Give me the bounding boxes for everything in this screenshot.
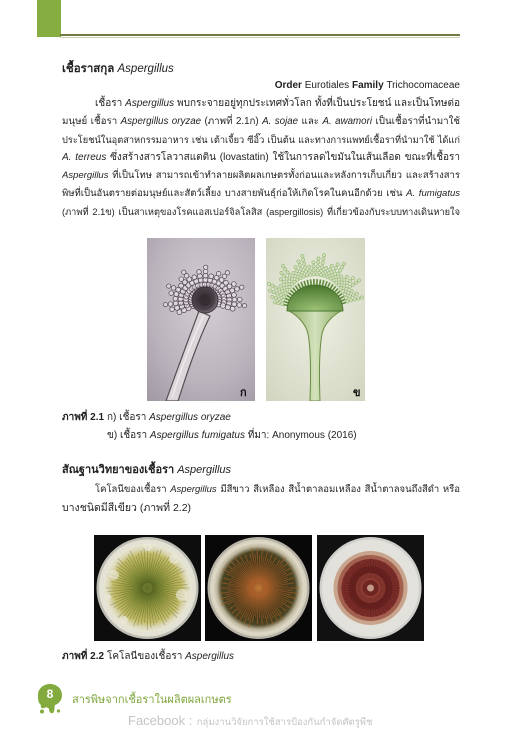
watermark-platform: Facebook :: [128, 713, 193, 728]
conidium: [316, 273, 319, 276]
conidium: [351, 283, 354, 286]
conidium: [274, 286, 277, 289]
text-run: บางชนิดมีสีเขียว (ภาพที่ 2.2): [62, 502, 192, 514]
conidium: [238, 297, 243, 302]
conidium: [170, 307, 175, 312]
conidium: [348, 279, 351, 282]
conidium: [312, 269, 315, 272]
text-run: มีสีขาว สีเหลือง สีน้ำตาลอมเหลือง สีน้ำตาลจนถึงสีดำ หรือ: [216, 484, 460, 495]
conidium: [322, 254, 325, 257]
text-run: Eurotiales: [304, 80, 352, 91]
conidium: [204, 265, 208, 269]
paragraph-line: [62, 167, 460, 185]
conidium: [334, 266, 337, 269]
conidium: [169, 291, 174, 296]
conidium: [303, 262, 306, 265]
conidium: [283, 286, 286, 289]
conidium: [237, 303, 242, 308]
text-run: เป็นเชื้อราที่นำมาใช้: [372, 116, 460, 127]
conidium: [273, 301, 276, 304]
conidium: [296, 278, 299, 281]
conidium: [232, 297, 237, 302]
conidium: [280, 284, 283, 287]
conidium: [324, 270, 327, 273]
conidium: [326, 275, 329, 278]
conidium: [282, 280, 285, 283]
conidium: [334, 275, 337, 278]
figure-caption-2-1-line2: [107, 427, 460, 445]
text-run: เชื้อรา: [95, 98, 126, 109]
conidium: [349, 299, 352, 302]
conidium: [288, 285, 291, 288]
conidium: [295, 269, 298, 272]
conidium: [299, 267, 302, 270]
conidium: [278, 297, 281, 300]
paragraph-line: [62, 131, 460, 149]
conidium: [179, 277, 184, 282]
conidium: [285, 277, 288, 280]
conidium: [280, 271, 283, 274]
section-heading-morphology: [62, 461, 460, 479]
watermark-group-name: กลุ่มงานวิจัยการใช้สารป้องกันกำจัดศัตรูพืช: [196, 717, 373, 728]
conidium: [347, 291, 350, 294]
conidium: [288, 274, 291, 277]
conidium: [308, 269, 311, 272]
mycelium-patch: [144, 543, 152, 551]
header-rule: [60, 34, 460, 36]
italic-text-run: A. sojae: [262, 116, 299, 127]
conidium: [304, 270, 307, 273]
conidium: [301, 254, 304, 257]
conidium: [271, 284, 274, 287]
conidium: [332, 270, 335, 273]
conidium: [220, 303, 226, 309]
vesicle-core: [199, 294, 211, 306]
conidium: [309, 273, 312, 276]
conidium: [216, 271, 221, 276]
paragraph-line: [62, 185, 460, 203]
conidium: [303, 266, 306, 269]
conidium: [348, 285, 351, 288]
italic-text-run: Aspergillus: [177, 464, 232, 476]
conidium: [225, 271, 229, 275]
conidium: [299, 276, 302, 279]
conidium: [325, 266, 328, 269]
mycelium-patch: [120, 616, 128, 624]
mycelium-patch: [176, 589, 188, 601]
italic-text-run: Aspergillus: [125, 98, 175, 109]
conidium: [343, 284, 346, 287]
conidium: [340, 275, 343, 278]
paragraph-line: [62, 149, 460, 167]
conidium: [232, 293, 237, 298]
conidium: [355, 292, 358, 295]
conidium: [272, 290, 275, 293]
conidium: [317, 257, 320, 260]
conidium: [345, 275, 348, 278]
conidium: [235, 287, 240, 292]
conidium: [297, 260, 300, 263]
conidium: [269, 289, 272, 292]
mycelium-patch: [169, 554, 179, 564]
conidium: [336, 272, 339, 275]
conidium: [292, 271, 295, 274]
italic-text-run: A. fumigatus: [406, 188, 460, 199]
mycelium-patch: [105, 594, 111, 600]
conidium: [240, 285, 244, 289]
micrograph-aspergillus-oryzae: [147, 238, 255, 401]
italic-text-run: A. terreus: [62, 152, 107, 163]
conidium: [312, 265, 315, 268]
conidium: [242, 304, 246, 308]
conidium: [312, 273, 315, 276]
conidium: [276, 292, 279, 295]
text-run: พิษที่เป็นอันตรายต่อมนุษย์และสัตว์เลี้ยง บางสายพันธุ์ก่อให้เกิดโรคในคนอีกด้วย เช่น: [62, 188, 407, 199]
micrograph-aspergillus-fumigatus: [266, 238, 365, 401]
italic-text-run: A. awamori: [322, 116, 373, 127]
conidium: [354, 281, 357, 284]
conidium: [360, 296, 363, 299]
conidium: [285, 283, 288, 286]
conidium: [343, 293, 346, 296]
caption-text: [107, 412, 231, 423]
conidium: [175, 305, 180, 310]
conidium: [352, 293, 355, 296]
conidium: [345, 281, 348, 284]
text-run: ซึ่งสร้างสารโลวาสแตติน (lovastatin) ใช้ในการลดไขมันในเส้นเลือด ขณะที่เชื้อรา: [106, 152, 460, 163]
italic-text-run: Aspergillus: [117, 63, 174, 75]
conidium: [230, 306, 235, 311]
conidium: [345, 296, 348, 299]
conidium: [312, 261, 315, 264]
figure-caption-2-2: [62, 648, 460, 666]
conidium: [343, 278, 346, 281]
conidium: [308, 265, 311, 268]
conidium: [338, 269, 341, 272]
conidium: [192, 275, 197, 280]
figure-label: ภาพที่ 2.2: [62, 651, 105, 662]
conidium: [329, 268, 332, 271]
paragraph-line: [62, 113, 460, 131]
conidium: [291, 277, 294, 280]
conidium: [288, 280, 291, 283]
conidium: [302, 258, 305, 261]
conidium: [277, 301, 280, 304]
conidium: [163, 302, 167, 306]
text-run: ที่เป็นโทษ สามารถเข้าทำลายผลิตผลเกษตรทั้งก่อนและหลังการเก็บเกี่ยว และสร้างสาร: [108, 170, 460, 181]
conidium: [173, 296, 178, 301]
mycelium-patch: [109, 570, 119, 580]
conidium: [279, 278, 282, 281]
conidium: [197, 270, 202, 275]
paragraph-line: [95, 481, 460, 499]
conidium: [281, 299, 284, 302]
text-run: ก) เชื้อรา: [107, 412, 150, 423]
paragraph-line: [62, 499, 460, 517]
italic-text-run: Aspergillus oryzae: [120, 116, 202, 127]
conidium: [286, 271, 289, 274]
conidium: [357, 297, 360, 300]
conidium: [322, 257, 325, 260]
conidium: [294, 266, 297, 269]
text-run: ที่มา: Anonymous (2016): [244, 430, 357, 441]
caption-text: [107, 651, 234, 662]
text-run: ประโยชน์ในอุตสาหกรรมอาหาร เช่น เต้าเจี้ยว ซีอิ๊ว เป็นต้น และทางการแพทย์เชื้อราที่นำมาใช้ ได้แก่: [62, 135, 460, 145]
conidium: [336, 263, 339, 266]
conidium: [320, 265, 323, 268]
conidium: [321, 261, 324, 264]
bold-text-run: Family: [351, 80, 387, 91]
italic-text-run: Aspergillus: [185, 651, 235, 662]
conidium: [294, 275, 297, 278]
bold-text-run: เชื้อราสกุล: [62, 63, 118, 75]
conidium: [182, 270, 186, 274]
conidium: [340, 286, 343, 289]
petri-dish-maroon-colony: [317, 535, 424, 641]
conidium: [342, 262, 345, 265]
conidium: [284, 292, 287, 295]
conidium: [167, 284, 171, 288]
section-heading-genus: [62, 60, 460, 78]
text-run: โคโลนีของเชื้อรา: [95, 484, 171, 495]
taxonomy-line: [62, 77, 460, 95]
conidium: [171, 286, 176, 291]
conidium: [337, 284, 340, 287]
paragraph-line: [95, 95, 460, 113]
italic-text-run: Aspergillus fumigatus: [149, 430, 245, 441]
conidium: [319, 273, 322, 276]
conidium: [168, 302, 173, 307]
conidium: [301, 271, 304, 274]
conidium: [279, 293, 282, 296]
conidium: [346, 300, 349, 303]
conidium: [323, 274, 326, 277]
conidium: [209, 274, 214, 279]
italic-text-run: Aspergillus oryzae: [149, 412, 231, 423]
conidium: [297, 273, 300, 276]
header-accent-bar: [37, 0, 61, 37]
conidium: [351, 277, 354, 280]
conidium: [298, 264, 301, 267]
conidium: [271, 295, 274, 298]
conidium: [342, 289, 345, 292]
italic-text-run: Aspergillus: [170, 484, 217, 495]
conidium: [350, 289, 353, 292]
conidium: [302, 275, 305, 278]
paragraph-line: [62, 203, 460, 221]
watermark: [128, 712, 428, 732]
bold-text-run: Order: [274, 80, 305, 91]
petri-dish-brown-colony: [205, 535, 312, 641]
text-run: (ภาพที่ 2.1ข) เป็นสาเหตุของโรคแอสเปอร์จิลโลสิส (aspergillosis) ที่เกี่ยวข้องกับระบบทางเดินหายใจ: [62, 207, 460, 217]
book-title: สารพิษจากเชื้อราในผลิตผลเกษตร: [72, 694, 232, 706]
conidium: [327, 272, 330, 275]
conidium: [281, 290, 284, 293]
text-run: มนุษย์ เชื้อรา: [62, 116, 121, 127]
conidium: [284, 268, 287, 271]
conidium: [274, 296, 277, 299]
text-run: พบกระจายอยู่ทุกประเทศทั่วโลก ทั้งที่เป็นประโยชน์ และเป็นโทษต่อ: [174, 98, 460, 109]
conidium: [277, 288, 280, 291]
figure-label: ภาพที่ 2.1: [62, 412, 105, 423]
conidium: [353, 298, 356, 301]
panel-label-a: ก: [240, 387, 247, 399]
conidium: [316, 265, 319, 268]
conidium: [173, 301, 178, 306]
text-run: ข) เชื้อรา: [107, 430, 150, 441]
panel-label-b: ข: [353, 387, 361, 399]
conidium: [340, 281, 343, 284]
text-run: โคโลนีของเชื้อรา: [107, 651, 186, 662]
text-run: (ภาพที่ 2.1ก): [201, 116, 263, 127]
conidium: [232, 282, 237, 287]
conidium: [331, 273, 334, 276]
conidium: [320, 269, 323, 272]
page-number: 8: [46, 687, 54, 701]
header-rule-thin: [60, 37, 460, 38]
conidium: [340, 266, 343, 269]
figure-caption-2-1: [62, 409, 460, 427]
text-run: และ: [298, 116, 323, 127]
conidium: [281, 264, 284, 267]
conidium: [345, 287, 348, 290]
conidium: [281, 302, 284, 305]
conidium: [332, 279, 335, 282]
conidium: [337, 278, 340, 281]
conidium: [282, 274, 285, 277]
italic-text-run: Aspergillus: [62, 170, 109, 181]
conidium: [305, 274, 308, 277]
conidium: [316, 261, 319, 264]
conidium: [316, 269, 319, 272]
conidium: [203, 269, 208, 274]
conidium: [348, 295, 351, 298]
bold-text-run: สัณฐานวิทยาของเชื้อรา: [62, 464, 178, 476]
conidium: [225, 305, 230, 310]
text-run: Trichocomaceae: [386, 80, 460, 91]
conidium: [282, 295, 285, 298]
petri-dish-green-colony: [94, 535, 201, 641]
conidium: [357, 279, 360, 282]
conidium: [330, 264, 333, 267]
conidium: [267, 282, 270, 285]
